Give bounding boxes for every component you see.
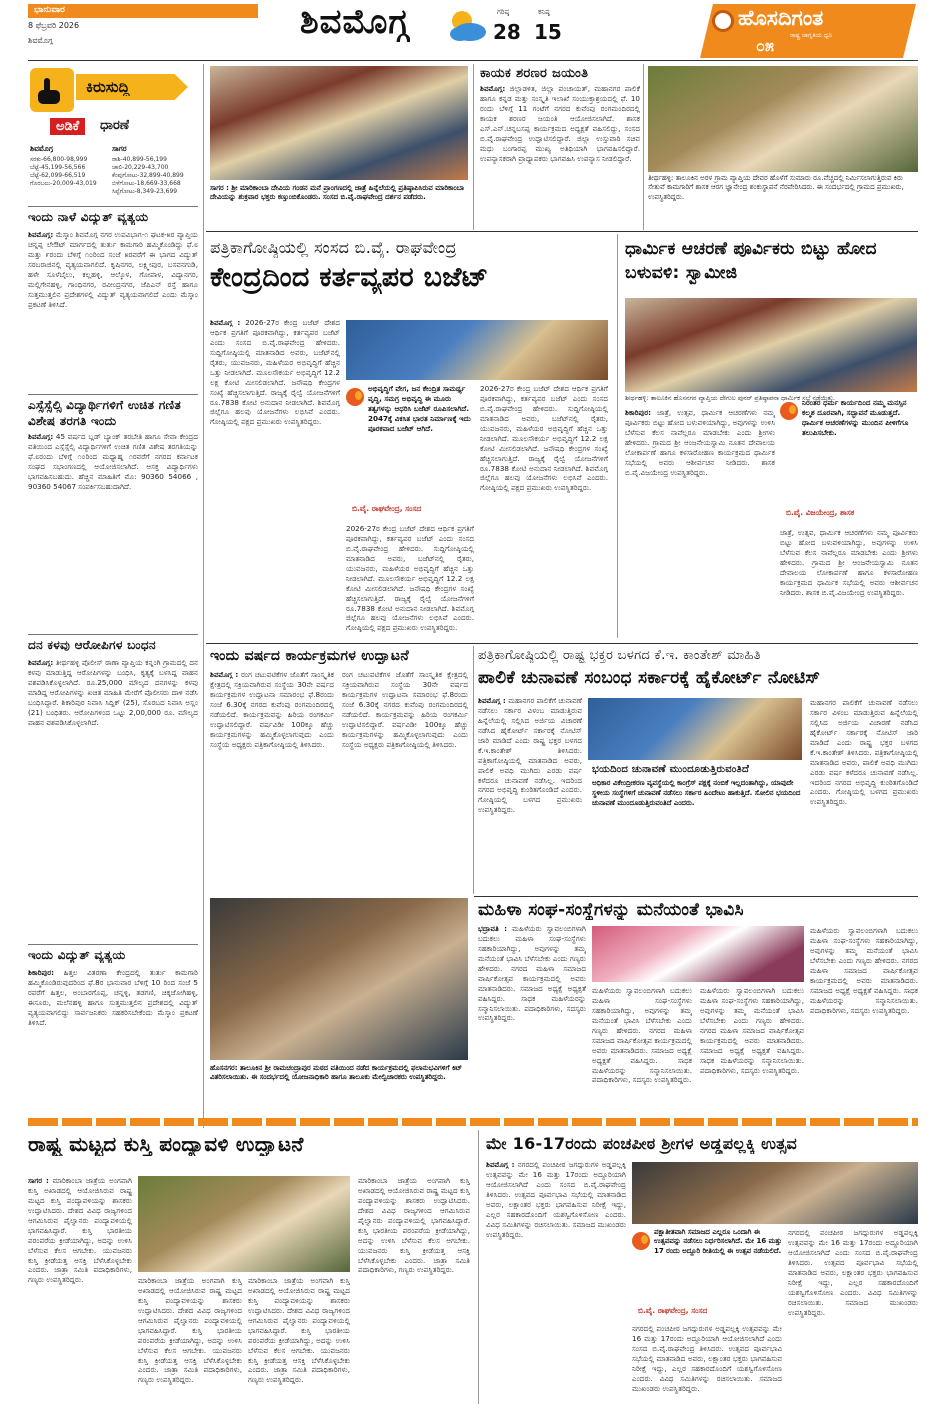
swamiji-quote-by: ಬಿ.ವೈ. ವಿಜಯೇಂದ್ರ, ಶಾಸಕ <box>786 508 855 517</box>
rate-row: ರಾಶಿ-40,899-56,199 <box>112 156 167 163</box>
raghavendra-body <box>210 318 340 640</box>
kantesh-highlight-title: ಭಯದಿಂದ ಚುನಾವಣೆ ಮುಂದೂಡುತ್ತಿರುವಂತಿದೆ <box>592 764 750 775</box>
mahila-headline: ಮಹಿಳಾ ಸಂಘ-ಸಂಸ್ಥೆಗಳನ್ನು ಮನೆಯಂತೆ ಭಾವಿಸಿ <box>478 900 744 920</box>
masthead-rule <box>28 60 918 61</box>
varsha-body <box>210 670 334 892</box>
kusti-body-3 <box>248 1276 350 1402</box>
kantesh-text-cont: ಮಹಾನಗರ ಪಾಲಿಕೆಗೆ ಚುನಾವಣೆ ನಡೆಸಲು ಸರ್ಕಾರ ವಿಳಂಬ ಮಾಡುತ್ತಿರುವ ಹಿನ್ನೆಲೆಯಲ್ಲಿ ಸಲ್ಲಿಸಿದ ಅರ್ಜಿಯ ವಿಚಾರಣೆ ನಡೆಸಿದ ಹೈಕೋರ್ಟ್ ಸರ್ಕಾರಕ್ಕೆ ನೋಟಿಸ್ ಜಾರಿ ಮಾಡಿದೆ ಎಂದು ರಾಷ್ಟ್ರ ಭಕ್ತರ ಬಳಗದ ಕೆ.ಇ.ಕಾಂತೇಶ್ ತಿಳಿಸಿದರು. ಪತ್ರಿಕಾಗೋಷ್ಠಿಯಲ್ಲಿ ಮಾತನಾಡಿದ ಅವರು, ಪಾಲಿಕೆ ಅವಧಿ ಮುಗಿದು ಎರಡು ವರ್ಷ ಕಳೆದರೂ ಚುನಾವಣೆ ನಡೆಸಿಲ್ಲ. ಇದರಿಂದ ನಗರದ ಅಭಿವೃದ್ಧಿ ಕುಂಠಿತಗೊಂಡಿದೆ ಎಂದರು. ಗೋಷ್ಠಿಯಲ್ಲಿ ಬಳಗದ ಪ್ರಮುಖರು ಉಪಸ್ಥಿತರಿದ್ದರು. <box>810 698 918 807</box>
brief-headline: ಎಸ್ಸೆಸ್ಸೆಲ್ಸಿ ವಿದ್ಯಾರ್ಥಿಗಳಿಗೆ ಉಚಿತ ಗಣಿತ ವಿಶೇಷ ತರಗತಿ ಇಂದು <box>28 398 181 428</box>
dateline: ಶಿವಮೊಗ್ಗ: <box>28 432 54 441</box>
marikamba-caption: ಸಾಗರ : ಶ್ರೀ ಮಾರಿಕಾಂಬಾ ದೇವಿಯ ಗಂಡನ ಮನೆ ಪ್ರಾಂಗಣದಲ್ಲಿ ಜಾತ್ರೆ ಹಿನ್ನೆಲೆಯಲ್ಲಿ ಪ್ರತಿಷ್ಠಾಪಿಸಿರುವ ಮಾರಿಕಾಂಬಾ ದೇವಿಯನ್ನು ಶುಕ್ರವಾರ ಭಕ್ತರು ಕಣ್ತುಂಬಿಕೊಂಡರು. ಸಂಸದ ಬಿ.ವೈ.ರಾಘವೇಂದ್ರ ದರ್ಶನ ಪಡೆದರು. <box>210 184 464 202</box>
brief-text: 45 ವರ್ಷದ ಬ್ಲಡ್ ಬ್ಯಾಂಕ್ ತರಬೇತಿ ಹಾಗೂ ಸೇವಾ ಕೇಂದ್ರದ ವತಿಯಿಂದ ಎಸ್ಸೆಸ್ಸೆಲ್ಸಿ ವಿದ್ಯಾರ್ಥಿಗಳಿಗೆ ಉಚಿತ ಗಣಿತ ವಿಶೇಷ ತರಗತಿಯನ್ನು ಫೆ.೮ರಂದು ಬೆಳಿಗ್ಗೆ ೧೦ರಿಂದ ಮಧ್ಯಾಹ್ನ ೧ರವರೆಗೆ ನಗರದ ಕರ್ನಾಟಕ ಸಂಘದ ಸಭಾಂಗಣದಲ್ಲಿ ಆಯೋಜಿಸಲಾಗಿದೆ. ಆಸಕ್ತ ವಿದ್ಯಾರ್ಥಿಗಳು ಭಾಗವಹಿಸಬಹುದು. ಹೆಚ್ಚಿನ ಮಾಹಿತಿಗೆ ಮೊ: 90360 54066 , 90360 54067 ಸಂಪರ್ಕಿಸಬಹುದಾಗಿದೆ. <box>28 432 198 491</box>
rate-list-1 <box>30 156 112 188</box>
pallakki-body <box>486 1160 626 1402</box>
mahila-body-4 <box>810 926 918 1112</box>
kayaka-headline: ಕಾಯಕ ಶರಣರ ಜಯಂತಿ <box>480 66 589 81</box>
pallakki-text: ನಗರದಲ್ಲಿ ಪಂಚಪೀಠ ಜಗದ್ಗುರುಗಳ ಅಡ್ಡಪಲ್ಲಕ್ಕಿ ಉತ್ಸವವನ್ನು ಮೇ 16 ಮತ್ತು 17ರಂದು ಅದ್ದೂರಿಯಾಗಿ ಆಯೋಜಿಸಲಾಗಿದೆ ಎಂದು ಸಂಸದ ಬಿ.ವೈ.ರಾಘವೇಂದ್ರ ತಿಳಿಸಿದರು. ಉತ್ಸವದ ಪೂರ್ವಭಾವಿ ಸಭೆಯಲ್ಲಿ ಮಾತನಾಡಿದ ಅವರು, ಲಕ್ಷಾಂತರ ಭಕ್ತರು ಭಾಗವಹಿಸುವ ನಿರೀಕ್ಷೆ ಇದ್ದು, ಎಲ್ಲರ ಸಹಕಾರದೊಂದಿಗೆ ಯಶಸ್ವಿಗೊಳಿಸೋಣ ಎಂದರು. ವಿವಿಧ ಸಮಿತಿಗಳನ್ನು ರಚಿಸಲಾಯಿತು. ಸಮಾಜದ ಮುಖಂಡರು ಉಪಸ್ಥಿತರಿದ್ದರು. <box>486 1160 626 1239</box>
weather-max-label: ಗರಿಷ್ಠ <box>497 8 510 16</box>
section-rule <box>28 1118 918 1126</box>
raghavendra-quote: ಅಭಿವೃದ್ಧಿಗೆ ವೇಗ, ಜನ ಕೇಂದ್ರಿತ ಸಾಮರ್ಥ್ಯ ವೃದ್ಧಿ, ಸಮಗ್ರ ಅಭಿವೃದ್ಧಿ ಈ ಮೂರು ತತ್ವಗಳನ್ನು ಆಧರಿಸಿ ಬಜೆಟ್ ರೂಪಿಸಲಾಗಿದೆ. 2047ಕ್ಕೆ ವಿಕಸಿತ ಭಾರತ ನಿರ್ಮಾಣಕ್ಕೆ ಇದು ಪೂರಕವಾದ ಬಜೆಟ್ ಆಗಿದೆ. <box>368 384 471 433</box>
kantesh-photo <box>588 698 802 760</box>
quote-icon <box>346 388 364 406</box>
rate-row: ಗೊರಬಲು-20,009-43,019 <box>30 180 97 188</box>
kusti-text-3: ಮಾರಿಕಾಂಬಾ ಜಾತ್ರೆಯ ಅಂಗವಾಗಿ ಕುಸ್ತಿ ಅಖಾಡದಲ್ಲಿ ಆಯೋಜಿಸಿರುವ ರಾಷ್ಟ್ರ ಮಟ್ಟದ ಕುಸ್ತಿ ಪಂದ್ಯಾವಳಿಯನ್ನು ಶಾಸಕರು ಉದ್ಘಾಟಿಸಿದರು. ದೇಶದ ವಿವಿಧ ರಾಜ್ಯಗಳಿಂದ ಆಗಮಿಸಿರುವ ಪೈಲ್ವಾನರು ಪಂದ್ಯಾವಳಿಯಲ್ಲಿ ಭಾಗವಹಿಸಿದ್ದಾರೆ. ಕುಸ್ತಿ ಭಾರತೀಯ ಪರಂಪರೆಯ ಕ್ರೀಡೆಯಾಗಿದ್ದು, ಅದನ್ನು ಉಳಿಸಿ ಬೆಳೆಸುವ ಕೆಲಸ ಆಗಬೇಕು. ಯುವಜನರು ಕುಸ್ತಿ ಕ್ರೀಡೆಯತ್ತ ಆಸಕ್ತಿ ಬೆಳೆಸಿಕೊಳ್ಳಬೇಕು ಎಂದರು. ಜಾತ್ರಾ ಸಮಿತಿ ಪದಾಧಿಕಾರಿಗಳು, ಗಣ್ಯರು ಉಪಸ್ಥಿತರಿದ್ದರು. <box>248 1276 350 1385</box>
brief-text: ಹಿತ್ತಲ ವಿತರಣಾ ಕೇಂದ್ರದಲ್ಲಿ ತುರ್ತು ಕಾಮಗಾರಿ ಹಮ್ಮಿಕೊಂಡಿರುವುದರಿಂದ ಫೆ.8ರ ಭಾನುವಾರ ಬೆಳಿಗ್ಗೆ 10 ರಿಂದ ಸಂಜೆ 5 ರವರೆಗೆ ಹಿತ್ತಲ, ಅಂಬಾರಗೊಪ್ಪ, ಚನ್ನಳ್ಳಿ, ತಡಗಣಿ, ಚಿಕ್ಕಜೋಗಿಹಳ್ಳಿ, ಈಸೂರು, ಮಲೆನಹಳ್ಳಿ ಹಾಗೂ ಸುತ್ತಮುತ್ತಲಿನ ಪ್ರದೇಶದಲ್ಲಿ ವಿದ್ಯುತ್ ವ್ಯತ್ಯಯವಾಗಲಿದ್ದು ಸಾರ್ವಜನಿಕರು ಸಹಕರಿಸಬೇಕೆಂದು ಮೆಸ್ಕಾಂ ಪ್ರಕಟಣೆ ತಿಳಿಸಿದೆ. <box>28 968 198 1027</box>
varsha-text: ರಂಗ ಚಟುವಟಿಕೆಗಳ ಜೊತೆಗೆ ಸಾಂಸ್ಕೃತಿಕ ಕ್ಷೇತ್ರದಲ್ಲಿ ಸಕ್ರಿಯವಾಗಿರುವ ಸಂಸ್ಥೆಯ 30ನೇ ವರ್ಷದ ಕಾರ್ಯಕ್ರಮಗಳ ಉದ್ಘಾಟನಾ ಸಮಾರಂಭ ಫೆ.8ರಂದು ಸಂಜೆ 6.30ಕ್ಕೆ ನಗರದ ಕುವೆಂಪು ರಂಗಮಂದಿರದಲ್ಲಿ ನಡೆಯಲಿದೆ. ಕಾರ್ಯಕ್ರಮವನ್ನು ಹಿರಿಯ ರಂಗಕರ್ಮಿ ಉದ್ಘಾಟಿಸಲಿದ್ದಾರೆ. ವರ್ಷವಿಡೀ 100ಕ್ಕೂ ಹೆಚ್ಚು ಕಾರ್ಯಕ್ರಮಗಳನ್ನು ಹಮ್ಮಿಕೊಳ್ಳಲಾಗುವುದು ಎಂದು ಸಂಸ್ಥೆಯ ಅಧ್ಯಕ್ಷರು ಪತ್ರಿಕಾಗೋಷ್ಠಿಯಲ್ಲಿ ತಿಳಿಸಿದರು. <box>210 670 334 749</box>
kantesh-body-cont <box>810 698 918 894</box>
pallakki-headline: ಮೇ 16-17ರಂದು ಪಂಚಪೀಠ ಶ್ರೀಗಳ ಅಡ್ಡಪಲ್ಲಕ್ಕಿ ಉತ್ಸವ <box>486 1134 798 1153</box>
rate-place-2: ಸಾಗರ <box>112 144 127 153</box>
pallakki-text-2: ನಗರದಲ್ಲಿ ಪಂಚಪೀಠ ಜಗದ್ಗುರುಗಳ ಅಡ್ಡಪಲ್ಲಕ್ಕಿ ಉತ್ಸವವನ್ನು ಮೇ 16 ಮತ್ತು 17ರಂದು ಅದ್ದೂರಿಯಾಗಿ ಆಯೋಜಿಸಲಾಗಿದೆ ಎಂದು ಸಂಸದ ಬಿ.ವೈ.ರಾಘವೇಂದ್ರ ತಿಳಿಸಿದರು. ಉತ್ಸವದ ಪೂರ್ವಭಾವಿ ಸಭೆಯಲ್ಲಿ ಮಾತನಾಡಿದ ಅವರು, ಲಕ್ಷಾಂತರ ಭಕ್ತರು ಭಾಗವಹಿಸುವ ನಿರೀಕ್ಷೆ ಇದ್ದು, ಎಲ್ಲರ ಸಹಕಾರದೊಂದಿಗೆ ಯಶಸ್ವಿಗೊಳಿಸೋಣ ಎಂದರು. ವಿವಿಧ ಸಮಿತಿಗಳನ್ನು ರಚಿಸಲಾಯಿತು. ಸಮಾಜದ ಮುಖಂಡರು ಉಪಸ್ಥಿತರಿದ್ದರು. <box>632 1324 782 1393</box>
dateline: ಭದ್ರಾವತಿ : <box>478 924 508 933</box>
swamiji-text-cont: ಜಾತ್ರೆ, ಉತ್ಸವ, ಧಾರ್ಮಿಕ ಆಚರಣೆಗಳು ನಮ್ಮ ಪೂರ್ವಿಕರು ಬಿಟ್ಟು ಹೋದ ಬಳುವಳಿಯಾಗಿದ್ದು, ಅವುಗಳನ್ನು ಉಳಿಸಿ ಬೆಳೆಸುವ ಕೆಲಸ ನಾವೆಲ್ಲರೂ ಮಾಡಬೇಕು ಎಂದು ಶ್ರೀಗಳು ಹೇಳಿದರು. ಗ್ರಾಮದ ಶ್ರೀ ಆಂಜನೇಯಸ್ವಾಮಿ ನೂತನ ದೇವಾಲಯ ಲೋಕಾರ್ಪಣೆ ಹಾಗೂ ಕಳಸಾರೋಹಣ ಕಾರ್ಯಕ್ರಮದ ಧಾರ್ಮಿಕ ಸಭೆಯಲ್ಲಿ ಅವರು ಆಶೀರ್ವಚನ ನೀಡಿದರು. ಶಾಸಕ ಬಿ.ವೈ.ವಿಜಯೇಂದ್ರ ಉಪಸ್ಥಿತರಿದ್ದರು. <box>780 528 918 597</box>
mahila-body-2 <box>592 986 692 1112</box>
raghavendra-quote-box <box>346 384 474 518</box>
dateline: ಶಿವಮೊಗ್ಗ : <box>210 318 241 327</box>
quote-icon <box>632 1232 650 1250</box>
mahila-photo <box>592 926 804 982</box>
weather-min-label: ಕನಿಷ್ಠ <box>538 8 550 16</box>
kayaka-text: ಜಿಲ್ಲಾಡಳಿತ, ಜಿಲ್ಲಾ ಪಂಚಾಯತ್, ಮಹಾನಗರ ಪಾಲಿಕೆ ಹಾಗೂ ಕನ್ನಡ ಮತ್ತು ಸಂಸ್ಕೃತಿ ಇಲಾಖೆ ಸಂಯುಕ್ತಾಶ್ರಯದಲ್ಲಿ ಫೆ. 10 ರಂದು ಬೆಳಿಗ್ಗೆ 11 ಗಂಟೆಗೆ ನಗರದ ಕುವೆಂಪು ರಂಗಮಂದಿರದಲ್ಲಿ ಕಾಯಕ ಶರಣರ ಜಯಂತಿ ಆಯೋಜಿಸಲಾಗಿದೆ. ಶಾಸಕ ಎಸ್.ಎನ್.ಚನ್ನಬಸಪ್ಪ ಕಾರ್ಯಕ್ರಮದ ಅಧ್ಯಕ್ಷತೆ ವಹಿಸಲಿದ್ದು, ಸಂಸದ ಬಿ.ವೈ.ರಾಘವೇಂದ್ರ ಉದ್ಘಾಟಿಸಲಿದ್ದಾರೆ. ಜಿಲ್ಲಾ ಉಸ್ತುವಾರಿ ಸಚಿವ ಮಧು ಬಂಗಾರಪ್ಪ ಮುಖ್ಯ ಅತಿಥಿಯಾಗಿ ಭಾಗವಹಿಸಲಿದ್ದಾರೆ. ಉಪನ್ಯಾಸಕರಾಗಿ ಪ್ರಾಧ್ಯಾಪಕರು ಭಾಗವಹಿಸಿ ಉಪನ್ಯಾಸ ನೀಡಲಿದ್ದಾರೆ. <box>480 84 640 163</box>
kantesh-headline: ಪಾಲಿಕೆ ಚುನಾವಣೆ ಸಂಬಂಧ ಸರ್ಕಾರಕ್ಕೆ ಹೈಕೋರ್ಟ್ ನೋಟಿಸ್ <box>478 668 821 688</box>
pallakki-text-3: ನಗರದಲ್ಲಿ ಪಂಚಪೀಠ ಜಗದ್ಗುರುಗಳ ಅಡ್ಡಪಲ್ಲಕ್ಕಿ ಉತ್ಸವವನ್ನು ಮೇ 16 ಮತ್ತು 17ರಂದು ಅದ್ದೂರಿಯಾಗಿ ಆಯೋಜಿಸಲಾಗಿದೆ ಎಂದು ಸಂಸದ ಬಿ.ವೈ.ರಾಘವೇಂದ್ರ ತಿಳಿಸಿದರು. ಉತ್ಸವದ ಪೂರ್ವಭಾವಿ ಸಭೆಯಲ್ಲಿ ಮಾತನಾಡಿದ ಅವರು, ಲಕ್ಷಾಂತರ ಭಕ್ತರು ಭಾಗವಹಿಸುವ ನಿರೀಕ್ಷೆ ಇದ್ದು, ಎಲ್ಲರ ಸಹಕಾರದೊಂದಿಗೆ ಯಶಸ್ವಿಗೊಳಿಸೋಣ ಎಂದರು. ವಿವಿಧ ಸಮಿತಿಗಳನ್ನು ರಚಿಸಲಾಯಿತು. ಸಮಾಜದ ಮುಖಂಡರು ಉಪಸ್ಥಿತರಿದ್ದರು. <box>788 1228 918 1317</box>
page-number: ೦೫ <box>756 36 774 55</box>
hosanagara-caption: ಹೊಸನಗರ: ತಾಲೂಕಿನ ಶ್ರೀ ರಾಮಚಂದ್ರಾಪುರ ಮಠದ ವತಿಯಿಂದ ನಡೆದ ಕಾರ್ಯಕ್ರಮದಲ್ಲಿ ಫಲಾನುಭವಿಗಳಿಗೆ ಕಿಟ್ ವಿತರಿಸಲಾಯಿತು. ಈ ಸಂದರ್ಭದಲ್ಲಿ ಯೋಜನಾಧಿಕಾರಿ ಹಾಗೂ ತಾಲೂಕು ಮೇಲ್ವಿಚಾರಕರು ಉಪಸ್ಥಿತರಿದ್ದರು. <box>210 1064 463 1082</box>
kayaka-body <box>480 84 640 228</box>
pallakki-body-2 <box>632 1324 782 1402</box>
brand-tagline: ರಾಷ್ಟ್ರ ಜಾಗೃತಿಯ ಧ್ವನಿ <box>790 32 833 39</box>
mahila-body <box>478 924 586 1112</box>
mahila-text: ಮಹಿಳೆಯರು ಸ್ವಾವಲಂಬಿಗಳಾಗಿ ಬದುಕಲು ಮಹಿಳಾ ಸಂಘ-ಸಂಸ್ಥೆಗಳು ಸಹಕಾರಿಯಾಗಿದ್ದು, ಅವುಗಳನ್ನು ತಮ್ಮ ಮನೆಯಂತೆ ಭಾವಿಸಿ ಬೆಳೆಸಬೇಕು ಎಂದು ಗಣ್ಯರು ಹೇಳಿದರು. ನಗರದ ಮಹಿಳಾ ಸಮಾಜದ ವಾರ್ಷಿಕೋತ್ಸವ ಕಾರ್ಯಕ್ರಮದಲ್ಲಿ ಅವರು ಮಾತನಾಡಿದರು. ಸಮಾಜದ ಅಧ್ಯಕ್ಷೆ ಅಧ್ಯಕ್ಷತೆ ವಹಿಸಿದ್ದರು. ಸಾಧಕ ಮಹಿಳೆಯರನ್ನು ಸನ್ಮಾನಿಸಲಾಯಿತು. ಪದಾಧಿಕಾರಿಗಳು, ಸದಸ್ಯರು ಉಪಸ್ಥಿತರಿದ್ದರು. <box>478 924 586 1023</box>
brand-logo-icon <box>712 10 734 32</box>
rate-list-2 <box>112 156 198 196</box>
weather-max: 28 <box>493 20 521 44</box>
raghavendra-body-cont2 <box>346 524 474 640</box>
arecanut-label-2: ಧಾರಣೆ <box>100 118 130 133</box>
kusti-photo <box>138 1176 350 1272</box>
mahila-text-4: ಮಹಿಳೆಯರು ಸ್ವಾವಲಂಬಿಗಳಾಗಿ ಬದುಕಲು ಮಹಿಳಾ ಸಂಘ-ಸಂಸ್ಥೆಗಳು ಸಹಕಾರಿಯಾಗಿದ್ದು, ಅವುಗಳನ್ನು ತಮ್ಮ ಮನೆಯಂತೆ ಭಾವಿಸಿ ಬೆಳೆಸಬೇಕು ಎಂದು ಗಣ್ಯರು ಹೇಳಿದರು. ನಗರದ ಮಹಿಳಾ ಸಮಾಜದ ವಾರ್ಷಿಕೋತ್ಸವ ಕಾರ್ಯಕ್ರಮದಲ್ಲಿ ಅವರು ಮಾತನಾಡಿದರು. ಸಮಾಜದ ಅಧ್ಯಕ್ಷೆ ಅಧ್ಯಕ್ಷತೆ ವಹಿಸಿದ್ದರು. ಸಾಧಕ ಮಹಿಳೆಯರನ್ನು ಸನ್ಮಾನಿಸಲಾಯಿತು. ಪದಾಧಿಕಾರಿಗಳು, ಸದಸ್ಯರು ಉಪಸ್ಥಿತರಿದ್ದರು. <box>810 926 918 1015</box>
dateline: ಶಿಕಾರಿಪುರ: <box>625 408 652 417</box>
swamiji-photo-caption: ಶೀರ್ಥಹಳ್ಳಿ: ತಾಲೂಕಿನ ಹೊಸನಗರ ವ್ಯಾಪ್ತಿಯ ದೇಗುಲ ಪುನರ್ ಪ್ರತಿಷ್ಠಾಪನಾ ಧಾರ್ಮಿಕ ಸಭೆ ನಡೆಯಿತು. <box>625 394 835 402</box>
dateline: ಶಿವಮೊಗ್ಗ: <box>28 658 54 667</box>
rate-row: ಚಾಲಿ-20,229-43,700 <box>112 164 169 172</box>
swamiji-photo <box>625 298 917 392</box>
rate-row: ಬೆಟ್ಟೆ-45,199-56,566 <box>30 164 86 172</box>
rate-place-1: ಶಿವಮೊಗ್ಗ <box>30 144 54 153</box>
brand-name: ಹೊಸದಿಗಂತ <box>738 6 824 30</box>
kusti-body <box>28 1176 132 1402</box>
quote-icon <box>780 402 798 420</box>
varsha-headline: ಇಂದು ವರ್ಷದ ಕಾರ್ಯಕ್ರಮಗಳ ಉದ್ಘಾಟನೆ <box>210 648 409 664</box>
mahila-text-2: ಮಹಿಳೆಯರು ಸ್ವಾವಲಂಬಿಗಳಾಗಿ ಬದುಕಲು ಮಹಿಳಾ ಸಂಘ-ಸಂಸ್ಥೆಗಳು ಸಹಕಾರಿಯಾಗಿದ್ದು, ಅವುಗಳನ್ನು ತಮ್ಮ ಮನೆಯಂತೆ ಭಾವಿಸಿ ಬೆಳೆಸಬೇಕು ಎಂದು ಗಣ್ಯರು ಹೇಳಿದರು. ನಗರದ ಮಹಿಳಾ ಸಮಾಜದ ವಾರ್ಷಿಕೋತ್ಸವ ಕಾರ್ಯಕ್ರಮದಲ್ಲಿ ಅವರು ಮಾತನಾಡಿದರು. ಸಮಾಜದ ಅಧ್ಯಕ್ಷೆ ಅಧ್ಯಕ್ಷತೆ ವಹಿಸಿದ್ದರು. ಸಾಧಕ ಮಹಿಳೆಯರನ್ನು ಸನ್ಮಾನಿಸಲಾಯಿತು. ಪದಾಧಿಕಾರಿಗಳು, ಸದಸ್ಯರು ಉಪಸ್ಥಿತರಿದ್ದರು. <box>592 986 692 1085</box>
kirusuddi-title: ಕಿರುಸುದ್ದಿ <box>86 78 130 96</box>
brief-headline: ಇಂದು ವಿದ್ಯುತ್ ವ್ಯತ್ಯಯ <box>28 948 126 962</box>
swamiji-quote-box <box>780 398 918 522</box>
pallakki-photo <box>632 1162 918 1224</box>
swamiji-headline: ಧಾರ್ಮಿಕ ಆಚರಣೆ ಪೂರ್ವಿಕರು ಬಿಟ್ಟು ಹೋದ ಬಳುವಳಿ: ಸ್ವಾಮೀಜಿ <box>625 239 877 283</box>
raghavendra-kicker: ಪತ್ರಿಕಾಗೋಷ್ಠಿಯಲ್ಲಿ ಸಂಸದ ಬಿ.ವೈ. ರಾಘವೇಂದ್ರ <box>210 238 457 257</box>
raghavendra-text-cont2: 2026-27ರ ಕೇಂದ್ರ ಬಜೆಟ್ ದೇಶದ ಆರ್ಥಿಕ ಪ್ರಗತಿಗೆ ಪೂರಕವಾಗಿದ್ದು, ಕರ್ತವ್ಯಪರ ಬಜೆಟ್ ಎಂದು ಸಂಸದ ಬಿ.ವೈ.ರಾಘವೇಂದ್ರ ಹೇಳಿದರು. ಸುದ್ದಿಗೋಷ್ಠಿಯಲ್ಲಿ ಮಾತನಾಡಿದ ಅವರು, ಬಜೆಟ್‌ನಲ್ಲಿ ರೈತರು, ಯುವಜನರು, ಮಹಿಳೆಯರ ಅಭಿವೃದ್ಧಿಗೆ ಹೆಚ್ಚಿನ ಒತ್ತು ನೀಡಲಾಗಿದೆ. ಮೂಲಸೌಕರ್ಯ ಅಭಿವೃದ್ಧಿಗೆ 12.2 ಲಕ್ಷ ಕೋಟಿ ಮೀಸಲಿಡಲಾಗಿದೆ. ಜನೌಷಧಿ ಕೇಂದ್ರಗಳ ಸಂಖ್ಯೆ ಹೆಚ್ಚಿಸಲಾಗುತ್ತಿದೆ. ರಾಜ್ಯಕ್ಕೆ ರೈಲ್ವೆ ಯೋಜನೆಗಳಿಗೆ ರೂ.7838 ಕೋಟಿ ಅನುದಾನ ನೀಡಲಾಗಿದೆ. ಶಿವಮೊಗ್ಗ ಜಿಲ್ಲೆಗೂ ಹಲವು ಯೋಜನೆಗಳು ಲಭಿಸಿವೆ ಎಂದರು. ಗೋಷ್ಠಿಯಲ್ಲಿ ಪಕ್ಷದ ಪ್ರಮುಖರು ಉಪಸ್ಥಿತರಿದ್ದರು. <box>346 524 474 633</box>
dateline: ಶಿಕಾರಿಪುರ: <box>28 968 55 977</box>
raghavendra-text-cont: 2026-27ರ ಕೇಂದ್ರ ಬಜೆಟ್ ದೇಶದ ಆರ್ಥಿಕ ಪ್ರಗತಿಗೆ ಪೂರಕವಾಗಿದ್ದು, ಕರ್ತವ್ಯಪರ ಬಜೆಟ್ ಎಂದು ಸಂಸದ ಬಿ.ವೈ.ರಾಘವೇಂದ್ರ ಹೇಳಿದರು. ಸುದ್ದಿಗೋಷ್ಠಿಯಲ್ಲಿ ಮಾತನಾಡಿದ ಅವರು, ಬಜೆಟ್‌ನಲ್ಲಿ ರೈತರು, ಯುವಜನರು, ಮಹಿಳೆಯರ ಅಭಿವೃದ್ಧಿಗೆ ಹೆಚ್ಚಿನ ಒತ್ತು ನೀಡಲಾಗಿದೆ. ಮೂಲಸೌಕರ್ಯ ಅಭಿವೃದ್ಧಿಗೆ 12.2 ಲಕ್ಷ ಕೋಟಿ ಮೀಸಲಿಡಲಾಗಿದೆ. ಜನೌಷಧಿ ಕೇಂದ್ರಗಳ ಸಂಖ್ಯೆ ಹೆಚ್ಚಿಸಲಾಗುತ್ತಿದೆ. ರಾಜ್ಯಕ್ಕೆ ರೈಲ್ವೆ ಯೋಜನೆಗಳಿಗೆ ರೂ.7838 ಕೋಟಿ ಅನುದಾನ ನೀಡಲಾಗಿದೆ. ಶಿವಮೊಗ್ಗ ಜಿಲ್ಲೆಗೂ ಹಲವು ಯೋಜನೆಗಳು ಲಭಿಸಿವೆ ಎಂದರು. ಗೋಷ್ಠಿಯಲ್ಲಿ ಪಕ್ಷದ ಪ್ರಮುಖರು ಉಪಸ್ಥಿತರಿದ್ದರು. <box>480 384 608 493</box>
rate-row: ಕೆಂಪುಗೋಟು-32,899-40,899 <box>112 172 184 180</box>
dateline: ಶಿವಮೊಗ್ಗ : <box>486 1160 515 1169</box>
dateline: ಶಿವಮೊಗ್ಗ: <box>28 230 54 239</box>
masthead-date: 8 ಫೆಬ್ರವರಿ 2026 <box>28 21 80 30</box>
kusti-text-2: ಮಾರಿಕಾಂಬಾ ಜಾತ್ರೆಯ ಅಂಗವಾಗಿ ಕುಸ್ತಿ ಅಖಾಡದಲ್ಲಿ ಆಯೋಜಿಸಿರುವ ರಾಷ್ಟ್ರ ಮಟ್ಟದ ಕುಸ್ತಿ ಪಂದ್ಯಾವಳಿಯನ್ನು ಶಾಸಕರು ಉದ್ಘಾಟಿಸಿದರು. ದೇಶದ ವಿವಿಧ ರಾಜ್ಯಗಳಿಂದ ಆಗಮಿಸಿರುವ ಪೈಲ್ವಾನರು ಪಂದ್ಯಾವಳಿಯಲ್ಲಿ ಭಾಗವಹಿಸಿದ್ದಾರೆ. ಕುಸ್ತಿ ಭಾರತೀಯ ಪರಂಪರೆಯ ಕ್ರೀಡೆಯಾಗಿದ್ದು, ಅದನ್ನು ಉಳಿಸಿ ಬೆಳೆಸುವ ಕೆಲಸ ಆಗಬೇಕು. ಯುವಜನರು ಕುಸ್ತಿ ಕ್ರೀಡೆಯತ್ತ ಆಸಕ್ತಿ ಬೆಳೆಸಿಕೊಳ್ಳಬೇಕು ಎಂದರು. ಜಾತ್ರಾ ಸಮಿತಿ ಪದಾಧಿಕಾರಿಗಳು, ಗಣ್ಯರು ಉಪಸ್ಥಿತರಿದ್ದರು. <box>138 1276 242 1385</box>
kantesh-body <box>478 696 582 894</box>
marikamba-photo <box>210 66 468 180</box>
bridge-photo <box>648 66 918 172</box>
arecanut-label-1: ಅಡಿಕೆ <box>50 118 85 135</box>
kusti-body-4 <box>358 1176 470 1402</box>
kusti-body-2 <box>138 1276 242 1402</box>
raghavendra-text: 2026-27ರ ಕೇಂದ್ರ ಬಜೆಟ್ ದೇಶದ ಆರ್ಥಿಕ ಪ್ರಗತಿಗೆ ಪೂರಕವಾಗಿದ್ದು, ಕರ್ತವ್ಯಪರ ಬಜೆಟ್ ಎಂದು ಸಂಸದ ಬಿ.ವೈ.ರಾಘವೇಂದ್ರ ಹೇಳಿದರು. ಸುದ್ದಿಗೋಷ್ಠಿಯಲ್ಲಿ ಮಾತನಾಡಿದ ಅವರು, ಬಜೆಟ್‌ನಲ್ಲಿ ರೈತರು, ಯುವಜನರು, ಮಹಿಳೆಯರ ಅಭಿವೃದ್ಧಿಗೆ ಹೆಚ್ಚಿನ ಒತ್ತು ನೀಡಲಾಗಿದೆ. ಮೂಲಸೌಕರ್ಯ ಅಭಿವೃದ್ಧಿಗೆ 12.2 ಲಕ್ಷ ಕೋಟಿ ಮೀಸಲಿಡಲಾಗಿದೆ. ಜನೌಷಧಿ ಕೇಂದ್ರಗಳ ಸಂಖ್ಯೆ ಹೆಚ್ಚಿಸಲಾಗುತ್ತಿದೆ. ರಾಜ್ಯಕ್ಕೆ ರೈಲ್ವೆ ಯೋಜನೆಗಳಿಗೆ ರೂ.7838 ಕೋಟಿ ಅನುದಾನ ನೀಡಲಾಗಿದೆ. ಶಿವಮೊಗ್ಗ ಜಿಲ್ಲೆಗೂ ಹಲವು ಯೋಜನೆಗಳು ಲಭಿಸಿವೆ ಎಂದರು. ಗೋಷ್ಠಿಯಲ್ಲಿ ಪಕ್ಷದ ಪ್ರಮುಖರು ಉಪಸ್ಥಿತರಿದ್ದರು. <box>210 318 340 427</box>
dateline: ಸಾಗರ : <box>28 1176 49 1185</box>
swamiji-quote: ನಿರಂತರ ಧರ್ಮ ಕಾರ್ಯದಿಂದ ನಮ್ಮ ಮನಸ್ಸಿನ ಕಲ್ಮಶ ದೂರವಾಗಿ, ಸದ್ಭಾವನೆ ಮೂಡುತ್ತದೆ. ಧಾರ್ಮಿಕ ಆಚರಣೆಗಳನ್ನು ಮುಂದಿನ ಪೀಳಿಗೆಗೂ ತಲುಪಿಸಬೇಕು. <box>802 398 909 437</box>
hand-icon <box>30 68 74 112</box>
masthead-day: ಭಾನುವಾರ <box>34 5 65 15</box>
brief-headline: ದನ ಕಳವು ಆರೋಪಿಗಳ ಬಂಧನ <box>28 638 156 652</box>
brief-text: ತೀರ್ಥಹಳ್ಳಿ ಪೊಲೀಸ್ ಠಾಣಾ ವ್ಯಾಪ್ತಿಯ ಕನ್ನಂಗಿ ಗ್ರಾಮದಲ್ಲಿ ದನ ಕಳವು ಮಾಡುತ್ತಿದ್ದ ಆರೋಪಿಗಳನ್ನು ಬಂಧಿಸಿ, ಕೃತ್ಯಕ್ಕೆ ಬಳಸಿದ್ದ ವಾಹನ ವಶಪಡಿಸಿಕೊಳ್ಳಲಾಗಿದೆ. ರೂ.25,000 ಮೌಲ್ಯದ ದನಗಳನ್ನು ಕಳವು ಮಾಡಿದ್ದ ಆರೋಪಿಗಳನ್ನು ಖಚಿತ ಮಾಹಿತಿ ಮೇರೆಗೆ ಪೊಲೀಸರು ದಾಳಿ ನಡೆಸಿ ಬಂಧಿಸಿದ್ದಾರೆ. ಶಿಕಾರಿಪುರ ನಿವಾಸಿ ಸಿದ್ದಿಕ್ (25), ಸೊರಬದ ನಿವಾಸಿ ಅಸ್ಲಂ (21) ಬಂಧಿತರು. ಆರೋಪಿಗಳಿಂದ ಒಟ್ಟು 2,00,000 ರೂ. ಮೌಲ್ಯದ ವಾಹನ ವಶಪಡಿಸಿಕೊಳ್ಳಲಾಗಿದೆ. <box>28 658 198 727</box>
rate-row: ಬೆಟ್ಟೆ-62,099-66,519 <box>30 172 86 180</box>
raghavendra-body-cont <box>480 384 608 640</box>
kantesh-kicker: ಪತ್ರಿಕಾಗೋಷ್ಠಿಯಲ್ಲಿ ರಾಷ್ಟ್ರ ಭಕ್ತರ ಬಳಗದ ಕೆ.ಇ. ಕಾಂತೇಶ್ ಮಾಹಿತಿ <box>478 648 761 663</box>
brief-body <box>28 230 198 390</box>
bridge-caption: ತೀರ್ಥಹಳ್ಳಿ: ತಾಲೂಕಿನ ಅರಳ ಗ್ರಾಮ ವ್ಯಾಪ್ತಿಯ ದೇವರ ಹೊಳೆಗೆ ಸುಮಾರು ರೂ.ವೆಚ್ಚದಲ್ಲಿ ನಿರ್ಮಿಸಲಾಗುತ್ತಿರುವ ಕಿರು ಸೇತುವೆ ಕಾಮಗಾರಿಗೆ ಶಾಸಕ ಆರಗ ಜ್ಞಾನೇಂದ್ರ ಶಂಕುಸ್ಥಾಪನೆ ನೆರವೇರಿಸಿದರು. ಈ ಸಂದರ್ಭದಲ್ಲಿ ಗ್ರಾಮದ ಪ್ರಮುಖರು, ಉಪಸ್ಥಿತರಿದ್ದರು. <box>648 174 904 201</box>
swamiji-text: ಜಾತ್ರೆ, ಉತ್ಸವ, ಧಾರ್ಮಿಕ ಆಚರಣೆಗಳು ನಮ್ಮ ಪೂರ್ವಿಕರು ಬಿಟ್ಟು ಹೋದ ಬಳುವಳಿಯಾಗಿದ್ದು, ಅವುಗಳನ್ನು ಉಳಿಸಿ ಬೆಳೆಸುವ ಕೆಲಸ ನಾವೆಲ್ಲರೂ ಮಾಡಬೇಕು ಎಂದು ಶ್ರೀಗಳು ಹೇಳಿದರು. ಗ್ರಾಮದ ಶ್ರೀ ಆಂಜನೇಯಸ್ವಾಮಿ ನೂತನ ದೇವಾಲಯ ಲೋಕಾರ್ಪಣೆ ಹಾಗೂ ಕಳಸಾರೋಹಣ ಕಾರ್ಯಕ್ರಮದ ಧಾರ್ಮಿಕ ಸಭೆಯಲ್ಲಿ ಅವರು ಆಶೀರ್ವಚನ ನೀಡಿದರು. ಶಾಸಕ ಬಿ.ವೈ.ವಿಜಯೇಂದ್ರ ಉಪಸ್ಥಿತರಿದ್ದರು. <box>625 408 775 477</box>
kusti-text: ಮಾರಿಕಾಂಬಾ ಜಾತ್ರೆಯ ಅಂಗವಾಗಿ ಕುಸ್ತಿ ಅಖಾಡದಲ್ಲಿ ಆಯೋಜಿಸಿರುವ ರಾಷ್ಟ್ರ ಮಟ್ಟದ ಕುಸ್ತಿ ಪಂದ್ಯಾವಳಿಯನ್ನು ಶಾಸಕರು ಉದ್ಘಾಟಿಸಿದರು. ದೇಶದ ವಿವಿಧ ರಾಜ್ಯಗಳಿಂದ ಆಗಮಿಸಿರುವ ಪೈಲ್ವಾನರು ಪಂದ್ಯಾವಳಿಯಲ್ಲಿ ಭಾಗವಹಿಸಿದ್ದಾರೆ. ಕುಸ್ತಿ ಭಾರತೀಯ ಪರಂಪರೆಯ ಕ್ರೀಡೆಯಾಗಿದ್ದು, ಅದನ್ನು ಉಳಿಸಿ ಬೆಳೆಸುವ ಕೆಲಸ ಆಗಬೇಕು. ಯುವಜನರು ಕುಸ್ತಿ ಕ್ರೀಡೆಯತ್ತ ಆಸಕ್ತಿ ಬೆಳೆಸಿಕೊಳ್ಳಬೇಕು ಎಂದರು. ಜಾತ್ರಾ ಸಮಿತಿ ಪದಾಧಿಕಾರಿಗಳು, ಗಣ್ಯರು ಉಪಸ್ಥಿತರಿದ್ದರು. <box>28 1176 132 1285</box>
varsha-text-2: ರಂಗ ಚಟುವಟಿಕೆಗಳ ಜೊತೆಗೆ ಸಾಂಸ್ಕೃತಿಕ ಕ್ಷೇತ್ರದಲ್ಲಿ ಸಕ್ರಿಯವಾಗಿರುವ ಸಂಸ್ಥೆಯ 30ನೇ ವರ್ಷದ ಕಾರ್ಯಕ್ರಮಗಳ ಉದ್ಘಾಟನಾ ಸಮಾರಂಭ ಫೆ.8ರಂದು ಸಂಜೆ 6.30ಕ್ಕೆ ನಗರದ ಕುವೆಂಪು ರಂಗಮಂದಿರದಲ್ಲಿ ನಡೆಯಲಿದೆ. ಕಾರ್ಯಕ್ರಮವನ್ನು ಹಿರಿಯ ರಂಗಕರ್ಮಿ ಉದ್ಘಾಟಿಸಲಿದ್ದಾರೆ. ವರ್ಷವಿಡೀ 100ಕ್ಕೂ ಹೆಚ್ಚು ಕಾರ್ಯಕ್ರಮಗಳನ್ನು ಹಮ್ಮಿಕೊಳ್ಳಲಾಗುವುದು ಎಂದು ಸಂಸ್ಥೆಯ ಅಧ್ಯಕ್ಷರು ಪತ್ರಿಕಾಗೋಷ್ಠಿಯಲ್ಲಿ ತಿಳಿಸಿದರು. <box>342 670 468 749</box>
brief-body <box>28 432 198 628</box>
masthead <box>0 0 945 62</box>
kusti-text-4: ಮಾರಿಕಾಂಬಾ ಜಾತ್ರೆಯ ಅಂಗವಾಗಿ ಕುಸ್ತಿ ಅಖಾಡದಲ್ಲಿ ಆಯೋಜಿಸಿರುವ ರಾಷ್ಟ್ರ ಮಟ್ಟದ ಕುಸ್ತಿ ಪಂದ್ಯಾವಳಿಯನ್ನು ಶಾಸಕರು ಉದ್ಘಾಟಿಸಿದರು. ದೇಶದ ವಿವಿಧ ರಾಜ್ಯಗಳಿಂದ ಆಗಮಿಸಿರುವ ಪೈಲ್ವಾನರು ಪಂದ್ಯಾವಳಿಯಲ್ಲಿ ಭಾಗವಹಿಸಿದ್ದಾರೆ. ಕುಸ್ತಿ ಭಾರತೀಯ ಪರಂಪರೆಯ ಕ್ರೀಡೆಯಾಗಿದ್ದು, ಅದನ್ನು ಉಳಿಸಿ ಬೆಳೆಸುವ ಕೆಲಸ ಆಗಬೇಕು. ಯುವಜನರು ಕುಸ್ತಿ ಕ್ರೀಡೆಯತ್ತ ಆಸಕ್ತಿ ಬೆಳೆಸಿಕೊಳ್ಳಬೇಕು ಎಂದರು. ಜಾತ್ರಾ ಸಮಿತಿ ಪದಾಧಿಕಾರಿಗಳು, ಗಣ್ಯರು ಉಪಸ್ಥಿತರಿದ್ದರು. <box>358 1176 470 1275</box>
dateline: ಶಿವಮೊಗ್ಗ: <box>480 84 506 93</box>
brief-headline: ಇಂದು ನಾಳೆ ವಿದ್ಯುತ್ ವ್ಯತ್ಯಯ <box>28 210 149 224</box>
dateline: ಶಿವಮೊಗ್ಗ : <box>478 696 506 705</box>
kantesh-highlight-body: ಅಧಿಕಾರ ವಿಕೇಂದ್ರೀಕರಣ ವ್ಯವಸ್ಥೆಯಲ್ಲಿ ಕಾಂಗ್ರೆಸ್ ಪಕ್ಷಕ್ಕೆ ನಂಬಿಕೆ ಇಲ್ಲದಂತಾಗಿದ್ದು, ಯಾವುದೇ ಸ್ಥಳೀಯ ಸಂಸ್ಥೆಗಳಿಗೆ ಚುನಾವಣೆ ನಡೆಸಲು ಸರ್ಕಾರ ಹಿಂದೇಟು ಹಾಕುತ್ತಿದೆ. ಸೋಲಿನ ಭಯದಿಂದ ಚುನಾವಣೆ ಮುಂದೂಡುತ್ತಿರುವಂತಿದೆ ಎಂದರು. <box>592 779 801 807</box>
rate-row: ಸಿಪ್ಪೆಗೋಟು-8,349-23,699 <box>112 188 178 196</box>
pallakki-quote: ಪಕ್ಷಾತೀತವಾಗಿ ಸಮಾಜದ ಎಲ್ಲರೂ ಒಂದಾಗಿ ಈ ಉತ್ಸವವನ್ನು ನಡೆಸಲು ನಿರ್ಧರಿಸಲಾಗಿದೆ. ಮೇ 16 ಮತ್ತು 17 ರಂದು ಅದ್ದೂರಿ ರೀತಿಯಲ್ಲಿ ಈ ಉತ್ಸವ ನಡೆಯಲಿದೆ. <box>654 1228 782 1255</box>
weather-min: 15 <box>534 20 562 44</box>
masthead-edition: ಶಿವಮೊಗ್ಗ <box>28 36 53 45</box>
kirusuddi-box <box>28 64 198 204</box>
mahila-body-3 <box>700 986 804 1112</box>
brief-text: ಮೆಸ್ಕಾಂ ಶಿವಮೊಗ್ಗ ನಗರ ಉಪವಿಭಾಗ-೧ ಘಟಕ-೫ರ ವ್ಯಾಪ್ತಿಯ ಚನ್ನಪ್ಪ ಲೇಔಟ್ ಮಾರ್ಗದಲ್ಲಿ ತುರ್ತು ಕಾಮಗಾರಿ ಹಮ್ಮಿಕೊಂಡಿದ್ದು ಫೆ.೮ ಮತ್ತು ೯ರಂದು ಬೆಳಿಗ್ಗೆ ೧೦ರಿಂದ ಸಂಜೆ ೫ರವರೆಗೆ ಈ ಭಾಗದ ವಿದ್ಯುತ್ ಸರಬರಾಜಿನಲ್ಲಿ ವ್ಯತ್ಯಯವಾಗಲಿದೆ. ಕೃಷಿನಗರ, ಲಕ್ಷ್ಮೀಪುರ, ಬಸವನಗುಡಿ, ಹಳೇ ಸೂಳೆಬೈಲು, ಕಲ್ಲಹಳ್ಳಿ, ಆಲ್ಕೊಳ, ಗೋಪಾಳ, ವಿದ್ಯಾನಗರ, ಮಲ್ಲಿಗೇನಹಳ್ಳಿ, ಗಾಂಧಿನಗರ, ರವೀಂದ್ರನಗರ, ಜೆಪಿಎನ್ ರಸ್ತೆ ಹಾಗೂ ಸುತ್ತಮುತ್ತಲಿನ ಪ್ರದೇಶಗಳಲ್ಲಿ ವಿದ್ಯುತ್ ವ್ಯತ್ಯಯವಾಗಲಿದೆ ಎಂದು ಮೆಸ್ಕಾಂ ಪ್ರಕಟಣೆ ತಿಳಿಸಿದೆ. <box>28 230 198 309</box>
swamiji-body-cont <box>780 528 918 638</box>
kantesh-text: ಮಹಾನಗರ ಪಾಲಿಕೆಗೆ ಚುನಾವಣೆ ನಡೆಸಲು ಸರ್ಕಾರ ವಿಳಂಬ ಮಾಡುತ್ತಿರುವ ಹಿನ್ನೆಲೆಯಲ್ಲಿ ಸಲ್ಲಿಸಿದ ಅರ್ಜಿಯ ವಿಚಾರಣೆ ನಡೆಸಿದ ಹೈಕೋರ್ಟ್ ಸರ್ಕಾರಕ್ಕೆ ನೋಟಿಸ್ ಜಾರಿ ಮಾಡಿದೆ ಎಂದು ರಾಷ್ಟ್ರ ಭಕ್ತರ ಬಳಗದ ಕೆ.ಇ.ಕಾಂತೇಶ್ ತಿಳಿಸಿದರು. ಪತ್ರಿಕಾಗೋಷ್ಠಿಯಲ್ಲಿ ಮಾತನಾಡಿದ ಅವರು, ಪಾಲಿಕೆ ಅವಧಿ ಮುಗಿದು ಎರಡು ವರ್ಷ ಕಳೆದರೂ ಚುನಾವಣೆ ನಡೆಸಿಲ್ಲ. ಇದರಿಂದ ನಗರದ ಅಭಿವೃದ್ಧಿ ಕುಂಠಿತಗೊಂಡಿದೆ ಎಂದರು. ಗೋಷ್ಠಿಯಲ್ಲಿ ಬಳಗದ ಪ್ರಮುಖರು ಉಪಸ್ಥಿತರಿದ್ದರು. <box>478 696 582 815</box>
weather-icon <box>444 8 490 44</box>
raghavendra-headline: ಕೇಂದ್ರದಿಂದ ಕರ್ತವ್ಯಪರ ಬಜೆಟ್ <box>210 262 489 293</box>
rate-row: ಸರಕು-66,800-98,999 <box>30 156 88 163</box>
hosanagara-photo <box>210 898 468 1060</box>
raghavendra-quote-by: ಬಿ.ವೈ. ರಾಘವೇಂದ್ರ, ಸಂಸದ <box>352 504 422 513</box>
pallakki-quote-box <box>632 1228 782 1320</box>
mahila-text-3: ಮಹಿಳೆಯರು ಸ್ವಾವಲಂಬಿಗಳಾಗಿ ಬದುಕಲು ಮಹಿಳಾ ಸಂಘ-ಸಂಸ್ಥೆಗಳು ಸಹಕಾರಿಯಾಗಿದ್ದು, ಅವುಗಳನ್ನು ತಮ್ಮ ಮನೆಯಂತೆ ಭಾವಿಸಿ ಬೆಳೆಸಬೇಕು ಎಂದು ಗಣ್ಯರು ಹೇಳಿದರು. ನಗರದ ಮಹಿಳಾ ಸಮಾಜದ ವಾರ್ಷಿಕೋತ್ಸವ ಕಾರ್ಯಕ್ರಮದಲ್ಲಿ ಅವರು ಮಾತನಾಡಿದರು. ಸಮಾಜದ ಅಧ್ಯಕ್ಷೆ ಅಧ್ಯಕ್ಷತೆ ವಹಿಸಿದ್ದರು. ಸಾಧಕ ಮಹಿಳೆಯರನ್ನು ಸನ್ಮಾನಿಸಲಾಯಿತು. ಪದಾಧಿಕಾರಿಗಳು, ಸದಸ್ಯರು ಉಪಸ್ಥಿತರಿದ್ದರು. <box>700 986 804 1075</box>
press-meet-photo <box>346 320 608 380</box>
kusti-headline: ರಾಷ್ಟ್ರ ಮಟ್ಟದ ಕುಸ್ತಿ ಪಂದ್ಯಾವಳಿ ಉದ್ಘಾಟನೆ <box>28 1132 304 1156</box>
brief-body <box>28 968 198 1128</box>
dateline: ಶಿವಮೊಗ್ಗ : <box>210 670 239 679</box>
pallakki-quote-by: ಬಿ.ವೈ. ರಾಘವೇಂದ್ರ, ಸಂಸದ <box>638 1306 708 1315</box>
pallakki-body-3 <box>788 1228 918 1402</box>
masthead-title: ಶಿವಮೊಗ್ಗ <box>300 2 410 42</box>
rate-row: ಬಿಳೆಗೋಟು-18,669-33,668 <box>112 180 181 188</box>
swamiji-body <box>625 408 775 638</box>
brief-body <box>28 658 198 938</box>
varsha-body-2 <box>342 670 468 892</box>
